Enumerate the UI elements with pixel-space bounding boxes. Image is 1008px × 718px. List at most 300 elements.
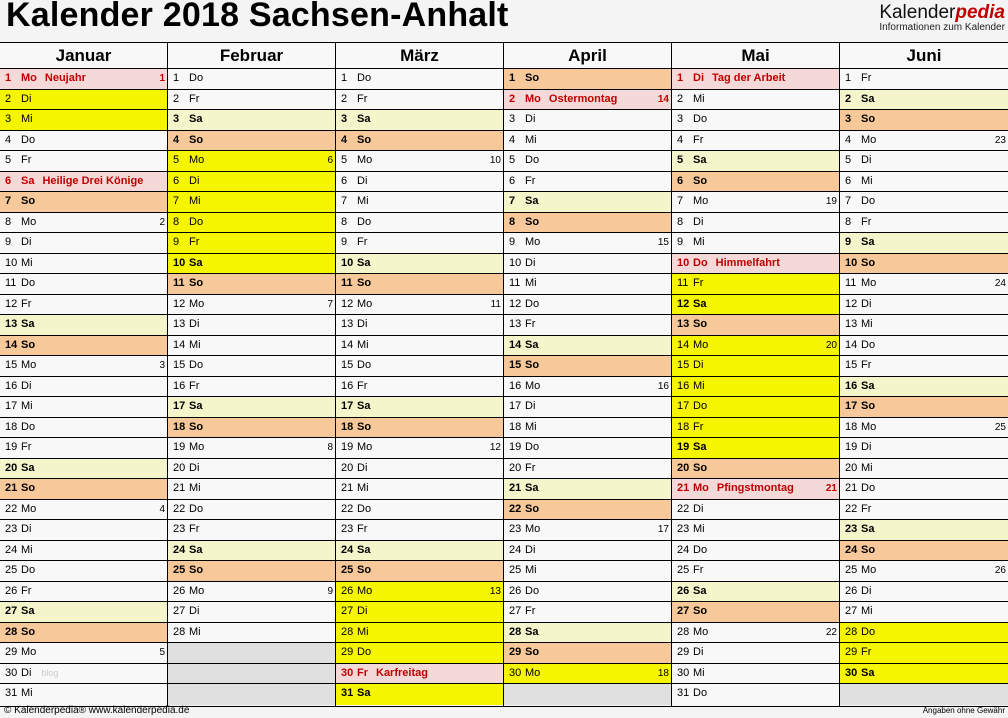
weekday: Fr [693,564,704,576]
week-number: 10 [489,155,501,166]
day-cell[interactable] [504,582,671,603]
day-number: 13 [173,318,186,330]
day-cell[interactable] [504,274,671,295]
day-number: 7 [677,195,684,207]
day-cell[interactable] [336,459,503,480]
day-number: 23 [341,523,354,535]
day-number: 24 [173,543,186,556]
day-number: 21 [677,482,690,494]
day-cell[interactable] [0,90,167,111]
weekday: Do [861,338,876,351]
day-cell[interactable] [168,295,335,316]
day-cell[interactable] [336,254,503,275]
day-number: 9 [677,236,684,248]
day-cell[interactable] [672,397,839,418]
day-cell[interactable] [0,254,167,275]
day-cell[interactable] [0,438,167,459]
day-cell[interactable] [168,192,335,213]
day-cell[interactable] [672,582,839,603]
day-cell[interactable] [504,336,671,357]
day-number: 6 [509,174,516,187]
day-cell[interactable] [336,356,503,377]
day-cell[interactable] [336,418,503,439]
day-cell[interactable] [672,336,839,357]
day-cell[interactable] [504,479,671,500]
day-cell[interactable] [840,643,1008,664]
weekday: Do [21,420,36,433]
day-cell[interactable] [336,500,503,521]
day-cell[interactable] [504,602,671,623]
day-number: 11 [677,277,689,289]
day-cell[interactable] [0,684,167,705]
day-cell[interactable] [0,315,167,336]
day-cell[interactable] [672,500,839,521]
day-cell[interactable] [336,582,503,603]
day-cell[interactable] [168,151,335,172]
day-number: 3 [677,113,684,125]
week-number: 5 [159,647,165,658]
day-cell[interactable] [336,315,503,336]
weekday: Do [357,646,372,658]
weekday: Di [189,461,200,474]
day-cell[interactable] [504,397,671,418]
day-cell[interactable] [840,356,1008,377]
day-cell[interactable] [336,479,503,500]
day-cell[interactable] [168,233,335,254]
day-cell[interactable] [168,500,335,521]
day-cell[interactable] [504,459,671,480]
empty-cell [504,684,671,705]
day-cell[interactable] [168,336,335,357]
day-number: 21 [845,482,858,494]
weekday: Fr [357,92,368,105]
day-cell[interactable] [840,69,1008,90]
day-cell[interactable] [504,520,671,541]
day-cell[interactable] [336,336,503,357]
day-cell[interactable] [168,520,335,541]
weekday: Mo [861,420,877,433]
day-cell[interactable] [168,213,335,234]
day-number: 23 [677,523,690,535]
day-cell[interactable] [504,151,671,172]
day-cell[interactable] [840,131,1008,152]
day-cell[interactable] [840,151,1008,172]
day-number: 12 [341,297,354,310]
day-cell[interactable] [840,397,1008,418]
day-number: 20 [5,461,18,474]
weekday: Di [861,297,872,310]
weekday: Fr [21,154,32,166]
day-cell[interactable] [840,213,1008,234]
day-cell[interactable] [840,561,1008,582]
day-number: 6 [341,174,348,187]
day-cell[interactable] [0,295,167,316]
weekday: Di [189,605,200,617]
holiday-cell[interactable] [672,479,839,500]
day-cell[interactable] [336,602,503,623]
day-cell[interactable] [0,274,167,295]
day-cell[interactable] [672,295,839,316]
day-number: 4 [173,133,180,146]
day-cell[interactable] [168,397,335,418]
day-number: 16 [341,379,354,392]
day-number: 28 [845,625,858,638]
day-cell[interactable] [504,254,671,275]
day-number: 26 [845,584,858,597]
day-cell[interactable] [0,500,167,521]
kalenderpedia-logo[interactable] [879,2,1005,33]
day-cell[interactable] [168,69,335,90]
week-number: 8 [327,442,333,453]
day-cell[interactable] [504,172,671,193]
day-number: 21 [5,482,18,494]
day-cell[interactable] [0,192,167,213]
day-number: 14 [509,338,522,351]
day-cell[interactable] [672,459,839,480]
holiday-cell[interactable] [0,69,167,90]
weekday: Mo [525,666,541,679]
day-cell[interactable] [0,664,167,685]
week-number: 12 [489,442,501,453]
weekday: Do [525,441,540,453]
day-cell[interactable] [0,561,167,582]
day-cell[interactable] [168,418,335,439]
day-cell[interactable] [840,664,1008,685]
day-cell[interactable] [168,479,335,500]
day-cell[interactable] [168,315,335,336]
day-cell[interactable] [840,295,1008,316]
holiday-cell[interactable] [672,254,839,275]
day-cell[interactable] [672,172,839,193]
day-number: 11 [509,277,521,289]
day-cell[interactable] [336,90,503,111]
day-cell[interactable] [336,623,503,644]
weekday: So [525,502,540,515]
day-cell[interactable] [0,377,167,398]
day-cell[interactable] [672,520,839,541]
week-number: 20 [825,339,837,351]
day-cell[interactable] [672,438,839,459]
day-cell[interactable] [0,643,167,664]
day-cell[interactable] [840,192,1008,213]
day-cell[interactable] [672,623,839,644]
day-number: 28 [677,625,690,638]
weekday: Di [21,523,32,535]
day-cell[interactable] [336,151,503,172]
weekday: Di [861,441,872,453]
weekday: Di [861,584,872,597]
holiday-name: Neujahr [44,72,86,84]
day-cell[interactable] [168,356,335,377]
day-cell[interactable] [672,213,839,234]
weekday: Mi [21,256,33,269]
day-cell[interactable] [840,479,1008,500]
day-cell[interactable] [336,110,503,131]
day-cell[interactable] [504,131,671,152]
holiday-name: Ostermontag [548,92,618,105]
day-number: 5 [509,154,516,166]
day-cell[interactable] [168,459,335,480]
day-cell[interactable] [0,131,167,152]
day-cell[interactable] [840,377,1008,398]
day-cell[interactable] [336,131,503,152]
day-cell[interactable] [504,541,671,562]
day-cell[interactable] [672,664,839,685]
day-cell[interactable] [0,233,167,254]
day-number: 8 [5,215,12,228]
weekday: Fr [189,379,200,392]
weekday: Mi [861,461,873,474]
day-number: 21 [509,482,522,494]
day-number: 19 [509,441,522,453]
day-cell[interactable] [336,172,503,193]
day-number: 15 [173,359,186,371]
weekday: Mi [357,338,369,351]
day-number: 16 [509,379,522,392]
holiday-cell[interactable] [504,90,671,111]
day-cell[interactable] [840,623,1008,644]
weekday: Sa [21,318,35,330]
day-cell[interactable] [840,418,1008,439]
day-cell[interactable] [168,274,335,295]
day-cell[interactable] [840,90,1008,111]
day-cell[interactable] [504,438,671,459]
day-cell[interactable] [672,233,839,254]
day-cell[interactable] [336,69,503,90]
day-cell[interactable] [504,110,671,131]
weekday: Sa [525,195,539,207]
day-cell[interactable] [0,623,167,644]
weekday: Mi [357,482,369,494]
day-cell[interactable] [336,643,503,664]
day-cell[interactable] [840,459,1008,480]
day-cell[interactable] [336,377,503,398]
day-cell[interactable] [504,192,671,213]
weekday: Fr [21,297,32,310]
month-column-april [504,43,672,706]
day-number: 20 [677,461,690,474]
day-cell[interactable] [336,295,503,316]
page-title: Kalender 2018 Sachsen-Anhalt [6,0,509,34]
day-cell[interactable] [672,131,839,152]
day-cell[interactable] [672,356,839,377]
day-number: 8 [341,215,348,228]
day-cell[interactable] [840,602,1008,623]
day-cell[interactable] [336,213,503,234]
day-cell[interactable] [0,459,167,480]
day-cell[interactable] [336,438,503,459]
month-header: Mai [672,43,839,69]
weekday: Di [693,215,704,228]
day-cell[interactable] [840,582,1008,603]
day-number: 10 [341,256,354,269]
day-number: 3 [509,113,516,125]
day-cell[interactable] [168,602,335,623]
holiday-cell[interactable] [0,172,167,193]
day-cell[interactable] [504,643,671,664]
day-cell[interactable] [840,315,1008,336]
day-number: 28 [509,625,522,638]
day-cell[interactable] [0,336,167,357]
day-cell[interactable] [336,561,503,582]
day-number: 15 [341,359,354,371]
weekday: Mi [21,543,33,556]
day-number: 27 [845,605,858,617]
day-cell[interactable] [336,520,503,541]
day-cell[interactable] [168,438,335,459]
weekday: Mi [357,625,369,638]
day-cell[interactable] [504,561,671,582]
day-cell[interactable] [672,315,839,336]
day-number: 24 [341,543,354,556]
day-number: 22 [509,502,522,515]
day-cell[interactable] [504,213,671,234]
day-cell[interactable] [672,684,839,705]
day-cell[interactable] [336,192,503,213]
week-number: 2 [159,216,165,228]
day-cell[interactable] [840,254,1008,275]
weekday: So [21,482,36,494]
day-number: 8 [509,215,516,228]
day-cell[interactable] [840,274,1008,295]
day-cell[interactable] [168,172,335,193]
weekday: Sa [693,441,707,453]
month-header: März [336,43,503,69]
day-cell[interactable] [336,397,503,418]
day-number: 26 [173,584,186,597]
weekday: Mi [189,625,201,638]
day-cell[interactable] [168,582,335,603]
weekday: Fr [525,461,536,474]
day-cell[interactable] [168,90,335,111]
weekday: Mo [21,502,37,515]
day-cell[interactable] [672,110,839,131]
day-cell[interactable] [672,377,839,398]
weekday: Mi [525,133,537,146]
day-number: 30 [677,666,690,679]
day-cell[interactable] [672,541,839,562]
day-cell[interactable] [840,500,1008,521]
weekday: Sa [21,605,35,617]
day-cell[interactable] [168,110,335,131]
day-number: 29 [845,646,858,658]
day-number: 17 [341,400,354,412]
day-cell[interactable] [336,274,503,295]
weekday: Mo [189,584,205,597]
day-cell[interactable] [0,151,167,172]
day-cell[interactable] [336,541,503,562]
day-number: 13 [677,318,690,330]
weekday: Mo [357,297,373,310]
day-cell[interactable] [0,397,167,418]
day-cell[interactable] [168,254,335,275]
day-cell[interactable] [840,110,1008,131]
weekday: Fr [189,236,200,248]
day-cell[interactable] [504,500,671,521]
weekday: Do [861,482,876,494]
week-number: 22 [825,626,837,638]
day-cell[interactable] [840,233,1008,254]
weekday: So [525,646,540,658]
weekday: Mo [357,584,373,597]
day-cell[interactable] [504,377,671,398]
day-cell[interactable] [336,233,503,254]
day-number: 1 [173,72,180,84]
day-cell[interactable] [168,541,335,562]
day-cell[interactable] [672,90,839,111]
day-cell[interactable] [672,418,839,439]
day-cell[interactable] [0,479,167,500]
day-cell[interactable] [672,561,839,582]
day-cell[interactable] [672,192,839,213]
day-cell[interactable] [504,295,671,316]
day-cell[interactable] [672,151,839,172]
day-cell[interactable] [840,438,1008,459]
footer-copyright: © Kalenderpedia® www.kalenderpedia.de [4,705,190,716]
weekday: Mo [693,625,709,638]
day-number: 12 [5,297,18,310]
day-cell[interactable] [168,623,335,644]
day-cell[interactable] [504,356,671,377]
empty-cell [168,684,335,705]
day-cell[interactable] [0,520,167,541]
day-cell[interactable] [840,541,1008,562]
day-cell[interactable] [504,315,671,336]
day-cell[interactable] [672,274,839,295]
weekday: Mo [525,92,541,105]
day-number: 25 [5,564,18,576]
day-number: 10 [173,256,186,269]
holiday-cell[interactable] [336,664,503,685]
day-cell[interactable] [0,213,167,234]
day-cell[interactable] [504,418,671,439]
day-number: 13 [341,318,354,330]
weekday: So [525,215,540,228]
day-cell[interactable] [168,377,335,398]
day-cell[interactable] [672,643,839,664]
day-cell[interactable] [840,336,1008,357]
day-cell[interactable] [0,110,167,131]
weekday: Sa [861,523,875,535]
day-cell[interactable] [504,623,671,644]
day-cell[interactable] [168,561,335,582]
weekday: Mo [693,338,709,351]
day-number: 10 [5,256,18,269]
day-cell[interactable] [504,664,671,685]
day-cell[interactable] [336,684,503,705]
day-cell[interactable] [0,602,167,623]
day-number: 14 [173,338,186,351]
day-cell[interactable] [504,233,671,254]
weekday: Do [21,564,36,576]
day-cell[interactable] [504,69,671,90]
day-cell[interactable] [840,520,1008,541]
weekday: So [693,174,708,187]
week-number: 15 [657,237,669,248]
day-number: 17 [509,400,522,412]
day-cell[interactable] [0,356,167,377]
day-cell[interactable] [0,418,167,439]
weekday: Do [189,72,204,84]
day-cell[interactable] [0,582,167,603]
day-cell[interactable] [0,541,167,562]
day-number: 18 [341,420,354,433]
day-number: 9 [509,236,516,248]
day-cell[interactable] [168,131,335,152]
day-cell[interactable] [840,172,1008,193]
holiday-cell[interactable] [672,69,839,90]
day-cell[interactable] [672,602,839,623]
